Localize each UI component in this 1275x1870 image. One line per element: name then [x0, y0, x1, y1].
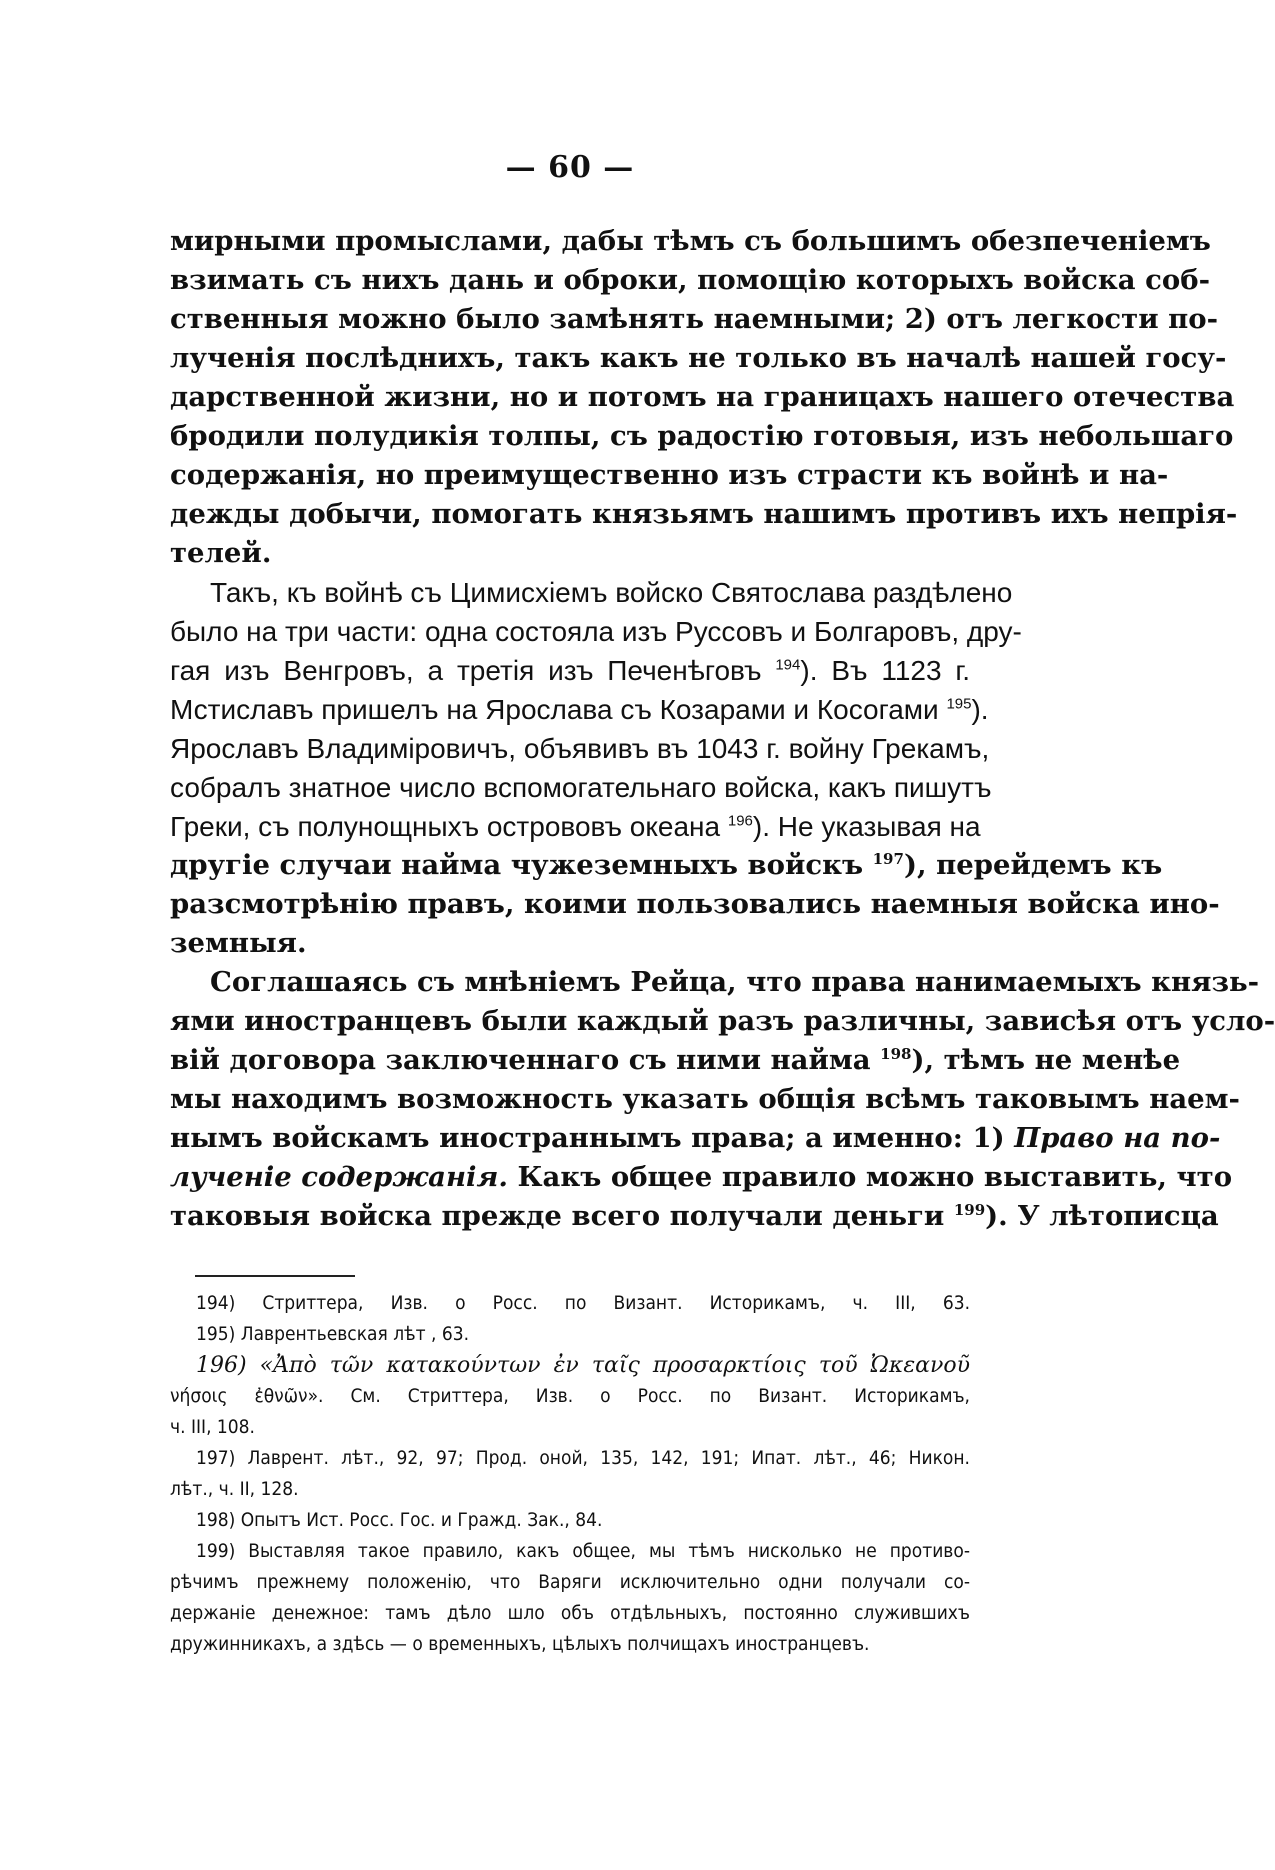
text-line: было на три части: одна состояла изъ Руссовъ и Болгаровъ, дру-	[170, 616, 1022, 647]
text-line	[170, 651, 970, 690]
footnote: ч. III, 108.	[170, 1416, 255, 1438]
text-line: бродили полудикія толпы, съ радостію готовыя, изъ небольшаго	[170, 420, 1234, 452]
text-run: гая изъ Венгровъ, а третія изъ Печенѣговъ	[170, 655, 762, 686]
text-line: собралъ знатное число вспомогательнаго войска, какъ пишутъ	[170, 772, 992, 803]
text-run: У лѣтописца	[1017, 1200, 1219, 1232]
italic-phrase: Право на по-	[1014, 1122, 1221, 1154]
text-run: таковыя войска прежде всего получали деньги	[170, 1200, 945, 1232]
text-line: Соглашаясь съ мнѣніемъ Рейца, что права нанимаемыхъ князь-	[210, 966, 1260, 998]
text-run: Мстиславъ пришелъ на Ярослава съ Козарами и Косогами	[170, 694, 939, 725]
text-line: разсмотрѣнію правъ, коими пользовались наемныя войска ино-	[170, 888, 1220, 920]
text-line	[170, 846, 1163, 885]
text-line	[170, 807, 981, 846]
footnote-ref[interactable]: 199	[953, 1200, 986, 1219]
text-run: ), тѣмъ не менѣе	[911, 1044, 1181, 1076]
text-line	[170, 1041, 1181, 1080]
italic-phrase: лученіе содержанія.	[170, 1161, 508, 1193]
text-run: ).	[985, 1200, 1008, 1232]
text-run: нымъ войскамъ иностраннымъ права; а именно: 1)	[170, 1122, 1005, 1154]
footnote: 195) Лаврентьевская лѣт , 63.	[196, 1323, 470, 1345]
text-line: телей.	[170, 537, 272, 569]
footnote: 198) Опытъ Ист. Росс. Гос. и Гражд. Зак., 84.	[196, 1509, 603, 1531]
footnote: дружинникахъ, а здѣсь — о временныхъ, цѣлыхъ полчищахъ иностранцевъ.	[170, 1633, 870, 1655]
footnote-ref[interactable]: 196	[727, 812, 753, 830]
footnote-ref[interactable]: 197	[872, 849, 904, 868]
text-line	[170, 1197, 1219, 1236]
footnote: 194) Стриттера, Изв. о Росс. по Визант. Историкамъ, ч. III, 63.	[196, 1292, 970, 1314]
text-line: ственныя можно было замѣнять наемными; 2) отъ легкости по-	[170, 303, 1219, 335]
footnote: лѣт., ч. II, 128.	[170, 1478, 299, 1500]
text-run: ). Въ 1123 г.	[800, 655, 971, 686]
text-line: мы находимъ возможность указать общія всѣмъ таковымъ наем-	[170, 1083, 1240, 1115]
text-run: Греки, съ полунощныхъ острововъ океана	[170, 811, 721, 842]
footnote-ref[interactable]: 195	[946, 695, 972, 713]
text-line: дарственной жизни, но и потомъ на границахъ нашего отечества	[170, 381, 1235, 413]
footnotes	[170, 1288, 970, 1660]
text-line	[170, 690, 989, 729]
text-line: Такъ, къ войнѣ съ Цимисхіемъ войско Святослава раздѣлено	[210, 577, 1013, 608]
main-text	[170, 222, 1275, 1236]
text-run: Какъ общее правило можно выставить, что	[517, 1161, 1233, 1193]
footnote: 196) «Ἀπὸ τῶν κατακούντων ἐν ταῖς προσαρκτίοις τοῦ Ὠκεανοῦ	[196, 1353, 970, 1378]
text-line: содержанія, но преимущественно изъ страсти къ войнѣ и на-	[170, 459, 1169, 491]
text-line: дежды добычи, помогать князьямъ нашимъ противъ ихъ непрія-	[170, 498, 1238, 530]
text-line	[170, 1158, 1233, 1197]
footnote: держаніе денежное: тамъ дѣло шло объ отдѣльныхъ, постоянно служившихъ	[170, 1602, 970, 1624]
text-run: другіе случаи найма чужеземныхъ войскъ	[170, 849, 864, 881]
text-run: ).	[971, 694, 989, 725]
text-line	[170, 1119, 1221, 1158]
footnote: 199) Выставляя такое правило, какъ общее, мы тѣмъ нисколько не противо-	[196, 1540, 970, 1562]
text-line: Ярославъ Владиміровичъ, объявивъ въ 1043 г. войну Грекамъ,	[170, 733, 990, 764]
text-line: мирными промыслами, дабы тѣмъ съ большимъ обезпеченіемъ	[170, 225, 1211, 257]
text-line: взимать съ нихъ дань и оброки, помощію которыхъ войска соб-	[170, 264, 1210, 296]
text-line: земныя.	[170, 927, 307, 959]
footnote: рѣчимъ прежнему положенію, что Варяги исключительно одни получали со-	[170, 1571, 970, 1593]
text-run: ). Не указывая на	[752, 811, 981, 842]
text-run: ), перейдемъ къ	[903, 849, 1163, 881]
footnote-ref[interactable]: 198	[880, 1044, 912, 1063]
page-number: — 60 —	[505, 150, 635, 185]
text-line: ями иностранцевъ были каждый разъ различны, зависѣя отъ усло-	[170, 1005, 1275, 1037]
footnote: νήσοις ἐθνῶν». См. Стриттера, Изв. о Росс. по Визант. Историкамъ,	[170, 1385, 970, 1407]
footnote: 197) Лаврент. лѣт., 92, 97; Прод. оной, 135, 142, 191; Ипат. лѣт., 46; Никон.	[196, 1447, 970, 1469]
footnote-ref[interactable]: 194	[775, 656, 801, 674]
text-run: вій договора заключеннаго съ ними найма	[170, 1044, 871, 1076]
footnote-separator	[195, 1275, 355, 1277]
text-line: лученія послѣднихъ, такъ какъ не только въ началѣ нашей госу-	[170, 342, 1227, 374]
